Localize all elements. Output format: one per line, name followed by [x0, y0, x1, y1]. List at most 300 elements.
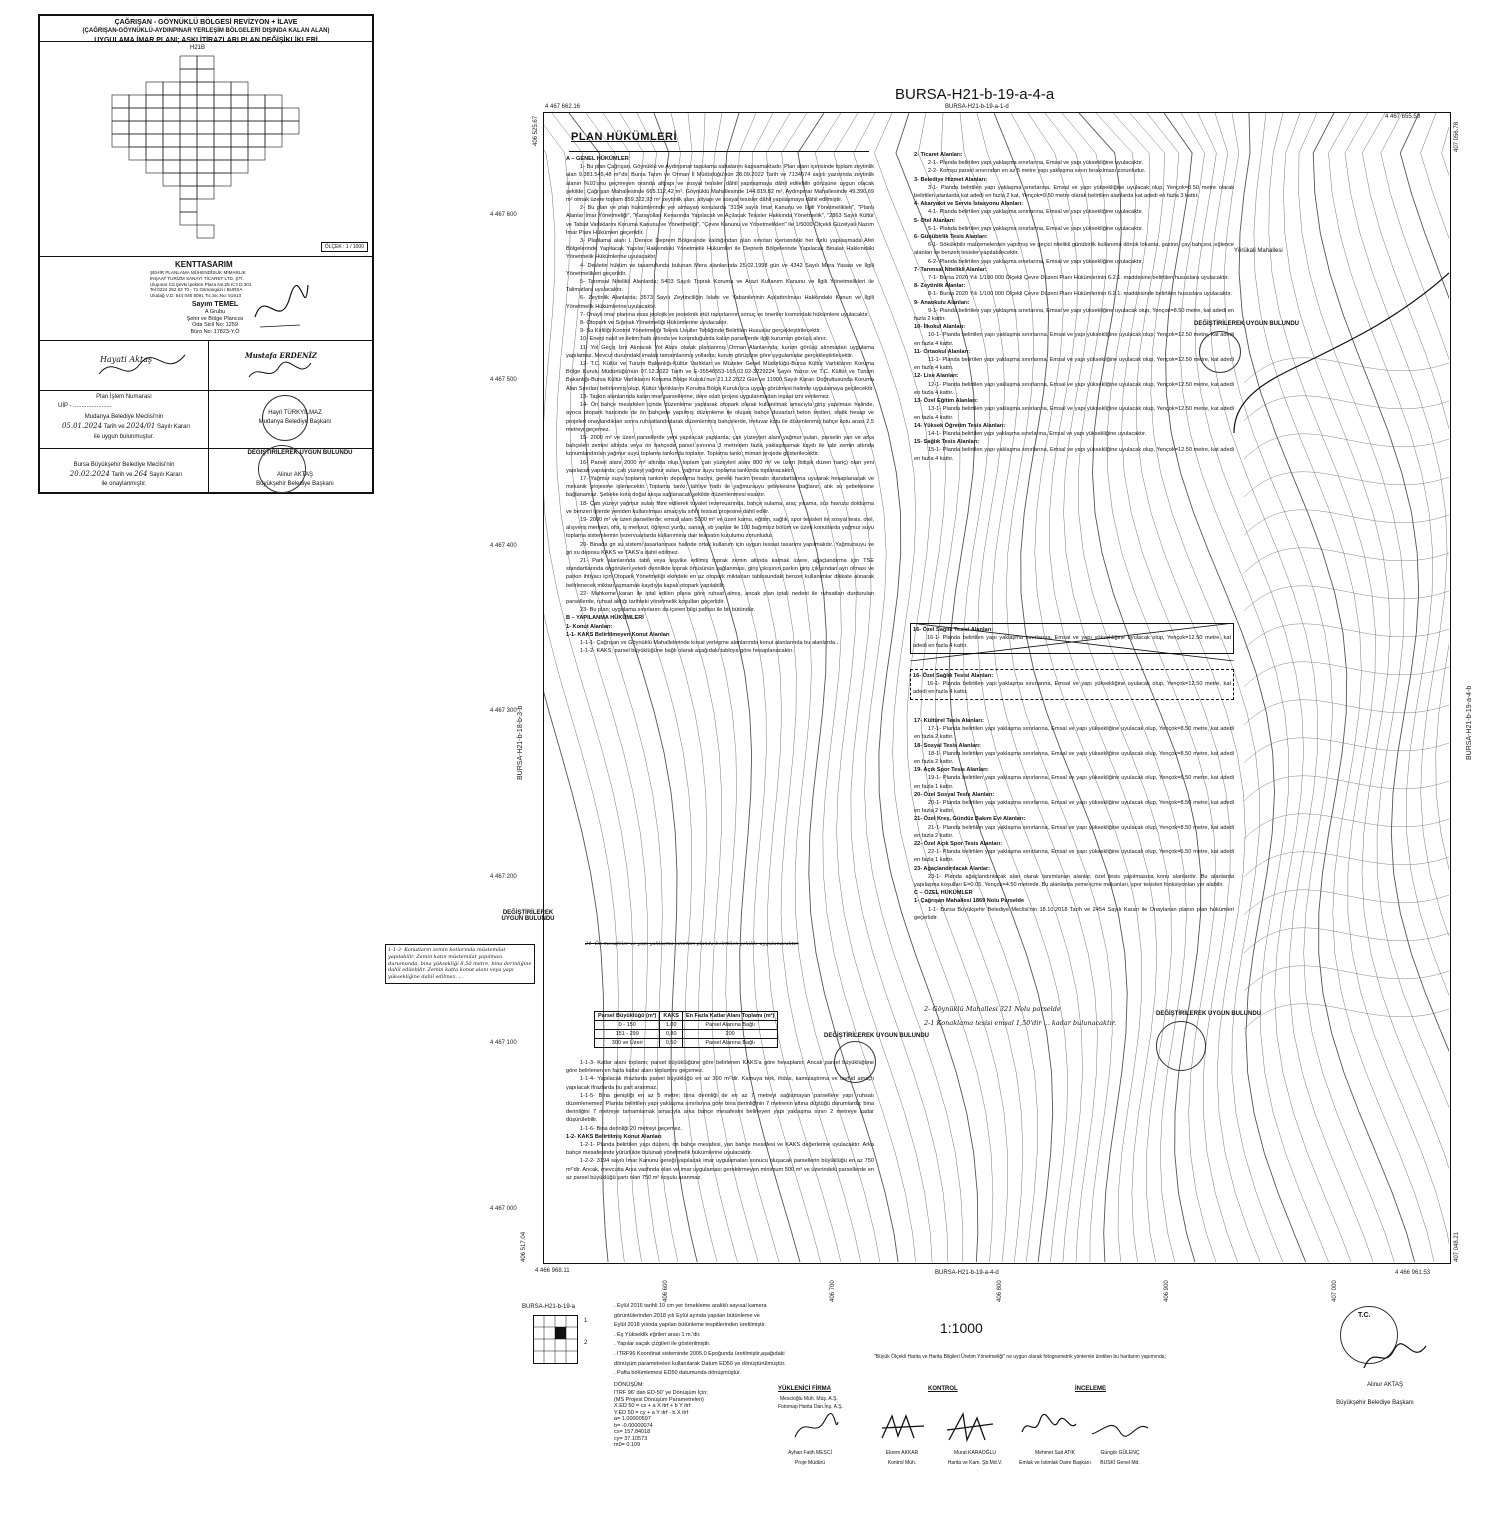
plan-clause — [566, 204, 874, 237]
clause-text: 4- Devletin hüküm ve tasarrufunda bulunan Mera alanlarında 25.02.1998 gün ve 4342 Sayılı Mera Yasası ve İlgili Yönetmelikleri geçerlidir. — [566, 262, 874, 277]
clause-heading: 2- Ticaret Alanları: — [914, 152, 963, 158]
signer-role: Kontrol Müh. — [887, 1460, 917, 1466]
index-cell-box — [197, 82, 214, 95]
clause-heading: 17- Kültürel Tesis Alanları: — [914, 718, 984, 724]
donusum-line: cy= 37.10573 — [614, 1435, 648, 1442]
y-tick: 4 467 500 — [490, 377, 517, 383]
plan-clause — [566, 606, 874, 614]
plan-clause — [566, 1125, 874, 1133]
index-cell-box — [197, 134, 214, 147]
index-cell-box — [112, 121, 129, 134]
sheet-bottom-neighbor: BURSA-H21-b-19-a-4-d — [935, 1270, 999, 1276]
index-map — [40, 42, 372, 257]
plan-clause — [914, 766, 1234, 774]
clause-heading: 1- Çağrışan Mahallesi 1869 Nolu Parselde — [914, 898, 1025, 905]
plan-clause — [914, 405, 1234, 421]
index-cell-box — [146, 121, 163, 134]
plan-clause — [914, 176, 1234, 184]
index-map-label: H21B — [190, 45, 206, 51]
company-line-3: Ulupınar Cd.Şevki İpekten Plaza No:28 K:3 D:301 — [150, 281, 252, 287]
tc-seal-text: T.C. — [1358, 1312, 1371, 1319]
plan-clause — [914, 774, 1234, 790]
plan-clause — [914, 217, 1234, 225]
plan-clause — [914, 840, 1234, 848]
clause-text: 14-1- Planda belirtilen yapı yaklaşma sınırlarına, Emsal ve yapı yüksekliğine uyulacaktır. — [928, 430, 1147, 437]
hand-note-c2: 2-1 Konaklama tesisi emsal 1,50'dir ... kadar bulunacaktır. — [924, 1019, 1117, 1027]
footer-index-grid — [533, 1315, 579, 1365]
contour-line — [1313, 113, 1449, 1262]
clause-text: 10- Enerji nakil ve iletim hattı altında ve korunduğunda kalan parsellerde ilgili kurumun görüşü alınır. — [580, 336, 827, 343]
clause-text: 18- Çatı yüzeyi yağmur suları filtre edilerek tuvalet rezervuarında, bahçe sulama, araç yıkama, süs havuzu doldurma ve benzeri işlerde yeniden kullanılması amacıyla sıhhi tesisat projesine dahil edilir. — [566, 500, 874, 515]
kaks-cell: 200 — [682, 1030, 777, 1039]
clause-text: 19- 2000 m² ve üzeri parsellerde; emsal alanı 5000 m² ve üzeri kamu, eğitim, sağlık, spor tesisleri ile sosyal tesis, otel, alışveriş merkezi, ofis, iş merkezi, öğrenci yurdu, sanayi, vb yapılar ile 100 bağımsız bölüm ve üzeri konutlarda yağmur suyu toplama sistemlerinin rezervuarlarda kullanımına dair tesisatın kurulumu zorunludur. — [566, 516, 874, 540]
contour-line — [1244, 776, 1449, 801]
title-header — [40, 16, 372, 42]
mudanya-sayili-label: Sayılı Kararı — [157, 424, 191, 430]
kaks-table-wrap — [594, 1011, 778, 1048]
contour-line — [1244, 434, 1449, 459]
clause-text: 17- Yağmur suyu toplama tankının depolama hacmi, gerekli hacim hesabı standartlarına uyularak hesaplanacak ve mekanik projesine işlenecektir. Toplama tankı; tahliye hattı ile yağmursuyu şebekesine bağlanır, atık su şebekesine bağlanamaz. Şebeke kotu doğal akışa sağlanacak şekilde düzenlenmesi esastır. — [566, 475, 874, 499]
plan-clause — [914, 258, 1234, 266]
title-line-3: UYGULAMA İMAR PLANI; ASKI İTİRAZLARI PLAN DEĞİŞİKLİKLERİ — [94, 37, 318, 44]
kontrol-label: KONTROL — [928, 1386, 958, 1392]
contour-line — [1284, 113, 1450, 1262]
index-cell-box — [231, 121, 248, 134]
inceleme-label: İNCELEME — [1075, 1386, 1107, 1392]
index-cell-box — [214, 95, 231, 108]
clause-text: 9-1- Planda belirtilen yapı yaklaşma sınırlarına, Emsal ve yapı yüksekliğine uyulacak olup, Yençok=8.50 metre, kat adedi en fazla 2 kattır. — [914, 307, 1234, 323]
index-cell-box — [180, 95, 197, 108]
index-cell-box — [248, 121, 265, 134]
plan-clause — [566, 1092, 874, 1125]
signature-right-mark — [245, 359, 315, 387]
clause-text: 12-1- Planda belirtilen yapı yaklaşma sınırlarına, Emsal ve yapı yüksekliğine uyulacak olup, Yençok=12.50 metre, kat adedi en fazla 4 kattır. — [914, 381, 1234, 396]
company-block — [40, 257, 372, 341]
contour-line — [1362, 113, 1449, 1262]
clause-text: 7-1- Bursa 2020 Yılı 1/100 000 Ölçekli Çevre Düzeni Planı Hükümlerinin 6.2.1. maddesine belirtilen hususlara uyulacaktır. — [928, 275, 1229, 282]
bursa-sayili-label: Sayılı Kararı — [149, 472, 183, 478]
hand-note-left: 1-1-3- Konutların zemin kotlarında müstemilat yapılabilir. Zemin katın müstemilat yapılması durumunda, bina yüksekliği 8,50 metre, bina derinliğine dahil edilebilir. Zemin katta konut alanı veya yapı yüksekliğine dahil edilmez. ... — [385, 944, 535, 984]
bursa-mayor-title: Büyükşehir Belediye Başkanı — [256, 481, 334, 487]
plan-clause — [566, 1157, 874, 1182]
donusum-line: b= -0.00000074 — [614, 1422, 653, 1429]
clause-heading: 11- Ortaokul Alanları: — [914, 348, 971, 355]
donusum-line: X.ED 50 = cx + a X itrf + b Y itrf — [614, 1403, 691, 1410]
footer-index-label: BURSA-H21-b-19-a — [522, 1304, 576, 1310]
index-cell-box — [146, 95, 163, 108]
clause-heading: 1-1- KAKS Belirtilmeyen Konut Alanları — [566, 631, 670, 638]
index-cell-box — [180, 82, 197, 95]
index-cell-box — [146, 108, 163, 121]
plan-clause — [914, 282, 1234, 290]
contour-line — [1244, 738, 1449, 763]
plan-clause — [566, 557, 874, 590]
sheet-top-neighbor: BURSA-H21-b-19-a-1-d — [945, 104, 1009, 110]
clause-text: 1-1-4- Yapılacak ifrazlarda parsel büyüklüğü en az 300 m²'dir. Kamuya terk, ihdas, kamulaştırma ve tevhid amaçlı yapılacak ifrazlarda bu şart aranmaz. — [566, 1076, 874, 1091]
mudanya-mayor-title: Mudanya Belediye Başkanı — [258, 419, 332, 425]
clause-text: 11-1- Planda belirtilen yapı yaklaşma sınırlarına, Emsal ve yapı yüksekliğine uyulacak olup, Yençok=12.50 metre, kat adedi en fazla 4 kattır. — [914, 357, 1234, 372]
planner-signature — [250, 277, 310, 337]
footer-note: . Eş Yükseklik eğrileri arası 1 m.'dir. — [614, 1331, 701, 1338]
clause-text: 1-1- Bursa Büyükşehir Belediye Meclisi'nin 18.10.2018 Tarih ve 2454 Sayılı Kararı ile Onaylanan planın plan hükümleri geçerlidir. — [914, 906, 1234, 921]
index-cell-box — [197, 186, 214, 199]
plan-clause — [566, 311, 874, 319]
x-tick: 406 800 — [997, 1280, 1003, 1302]
index-cell-box — [146, 82, 163, 95]
index-cell-box — [197, 69, 214, 82]
bursa-decision: 264 — [134, 470, 148, 478]
plan-clause — [566, 335, 874, 343]
index-cell-box — [129, 121, 146, 134]
plan-clause — [914, 824, 1234, 840]
bursa-date: 20.02.2024 — [69, 470, 110, 478]
clause-text: 15- 2000 m² ve üzeri parsellerde yeni yapılacak yapılarda; çatı yüzeyleri alanı yağmur suları, parselin yan ve arka bahçeleri zemini altında veya ön bahçede parsel sınırına 3 metreden fazla yaklaşmamak kaydı ile tabi zemin altında konumlandırılan yağmur suyu toplama tankında toplanır. Toplama tankı; mimari projede gösterilecektir. — [566, 434, 874, 458]
plan-clause — [914, 299, 1234, 307]
plan-clause — [566, 623, 874, 631]
kaks-cell: Parsel Alanına Bağlı — [682, 1021, 777, 1030]
index-cell-box — [180, 173, 197, 186]
plan-left-column — [566, 155, 874, 655]
signer-role: Harita ve Kam. Şb.Md.V. — [947, 1460, 1003, 1466]
clause-text: 1-2-1- Planda belirtilen yapı düzeni, ön bahçe mesafesi, yan bahçe mesafesi ve KAKS değerlerine uyulacaktır. Arka bahçe mesafesinde yürürlükte bulunan yönetmelik hükümlerine uyulacaktır. — [566, 1142, 874, 1157]
stamp-text: DEĞİŞTİRİLEREK UYGUN BULUNDU — [824, 1033, 930, 1039]
clause-text: 10-1- Planda belirtilen yapı yaklaşma sınırlarına, Emsal ve yapı yüksekliğine uyulacak olup, Yençok=12.50 metre, kat adedi en fazla 4 kattır. — [914, 332, 1234, 347]
clause-text: 8- Otopark ve Sığınak Yönetmeliği Hükümlerine uyulacaktır. — [580, 320, 728, 327]
signer-name: Ayhan Fatih MESCİ — [788, 1450, 832, 1456]
company-line-5: Uludağ V.D. 544 046 5091 Tic.Sic.No: 51913 — [150, 293, 242, 299]
donusum-line: Y.ED 50 = cy + a Y itrf - b X itrf — [614, 1409, 689, 1416]
plan-clause — [914, 200, 1234, 208]
clause-text: 1-1-1- Çağrışan ve Göynüklü Mahallelerinde kırsal yerleşme alanlarında konut alanlarında bu alanlarda... — [580, 639, 840, 646]
bursa-approval — [40, 449, 372, 494]
index-cell-box — [163, 134, 180, 147]
strike-cross — [910, 623, 1234, 661]
index-cell-box — [197, 160, 214, 173]
clause-text: 2-1- Planda belirtilen yapı yaklaşma sınırlarına, Emsal ve yapı yüksekliğine uyulacaktır. — [928, 160, 1144, 167]
plan-title-rule — [569, 151, 869, 153]
plan-clause — [914, 848, 1234, 864]
yuklenici-2: Fotomap Harita Dan.İnş. A.Ş. — [778, 1404, 844, 1410]
clause-text: 9- Su Kirliliği Kontrol Yönetmeliği Teknik Usuller Tebliğinde Belirtilen Hususlar gerçekleştirilecektir. — [580, 328, 821, 335]
index-cell-box — [197, 225, 214, 238]
plan-clause — [566, 319, 874, 327]
index-cell-box — [248, 108, 265, 121]
kaks-cell: 0 - 150 — [595, 1021, 660, 1030]
plan-clause — [914, 356, 1234, 372]
bursa-council: Bursa Büyükşehir Belediye Meclisi'nin — [73, 462, 175, 468]
plan-clause — [566, 155, 874, 163]
contour-line — [1299, 113, 1449, 1262]
plan-clause — [566, 237, 874, 262]
index-cell-box — [180, 212, 197, 225]
index-cell-box — [146, 147, 163, 160]
index-cell: 2 — [584, 1340, 588, 1346]
clause-text: 18-1- Planda belirtilen yapı yaklaşma sınırlarına, Emsal ve yapı yüksekliğine uyulacak olup, Yençok=8.50 metre, kat adedi en fazla 2 kattır. — [914, 750, 1234, 766]
uip-label: UİP - ....................... — [58, 403, 112, 409]
index-cell-box — [231, 82, 248, 95]
clause-text: 3-1- Planda belirtilen yapı yaklaşma sınırlarına, Emsal ve yapı yüksekliğine uyulacak olup, Yençok=8.50 metre olarak belirtilen alanlarda kat adedi en fazla 2 kat, Yençok=9.50 metre olarak belirtilen alanlarda kat adedi en fazla 3 kattır. — [914, 184, 1234, 200]
plan-clause — [914, 422, 1234, 430]
mudanya-council: Mudanya Belediye Meclisi'nin — [84, 414, 164, 420]
bursa-tarih-label: Tarih ve — [111, 472, 133, 478]
clause-text: 5-1- Planda belirtilen yapı yaklaşma sınırlarına, Emsal ve yapı yüksekliğine uyulacaktır. — [928, 225, 1144, 232]
table-row — [595, 1030, 778, 1039]
clause-text: 20-1- Planda belirtilen yapı yaklaşma sınırlarına, Emsal ve yapı yüksekliğine uyulacak olup, Yençok=8.50 metre, kat adedi en fazla 2 kattır. — [914, 800, 1234, 815]
index-cell-box — [231, 95, 248, 108]
clause-text: 6- Zeytinlik Alanlarda; 3573 Sayılı Zeytinciliğin Islahı ve Yabanilerinin Aşılattırılması Hakkındaki Kanun ve İlgili Yönetmelik Hükümlerine uyulacaktır. — [566, 295, 874, 310]
donusum-label: DÖNÜŞÜM: — [614, 1381, 644, 1388]
index-cell-box — [231, 160, 248, 173]
corner-top-left: 4 467 662.16 — [545, 104, 581, 110]
corner-x-top-left: 406 525.67 — [533, 115, 539, 146]
clause-heading: C – ÖZEL HÜKÜMLER — [914, 890, 973, 897]
planner-reg-1: Oda Sicil No: 1259 — [192, 322, 238, 329]
clause-heading: 19- Açık Spor Tesis Alanları: — [914, 767, 989, 774]
company-details — [150, 270, 251, 299]
plan-clause — [914, 241, 1234, 257]
mudanya-decision-line — [46, 422, 206, 431]
clause-heading: 9- Anaokulu Alanları: — [914, 299, 970, 306]
mudanya-mayor-name: Hayri TÜRKYILMAZ — [268, 410, 322, 416]
signatures-row — [40, 341, 372, 391]
title-block-stamp: DEĞİŞTİRİLEREK UYGUN BULUNDU — [247, 450, 353, 456]
index-cell-box — [163, 95, 180, 108]
plan-clause — [913, 672, 1231, 680]
planner-stamp — [170, 302, 260, 336]
index-cell-box — [163, 82, 180, 95]
company-line-1: ŞEHİR PLANLAMA MÜHENDİSLİK MİMARLIK — [150, 270, 246, 275]
index-cell-box — [180, 199, 197, 212]
index-cell-box — [180, 134, 197, 147]
index-cell-box — [163, 147, 180, 160]
plan-clause — [914, 307, 1234, 323]
y-tick: 4 467 300 — [490, 708, 517, 714]
kaks-th: KAKS — [660, 1012, 683, 1021]
plan-clause — [914, 372, 1234, 380]
clause-heading: 20- Özel Sosyal Tesis Alanları: — [914, 791, 995, 798]
signature-right: Mustafa ERDENİZ — [245, 351, 317, 360]
corner-bottom-left: 4 466 968.11 — [535, 1268, 570, 1274]
plan-clause — [913, 680, 1231, 696]
clause-heading: 18- Sosyal Tesis Alanları: — [914, 742, 981, 749]
plan-clause — [566, 344, 874, 360]
title-line-1: ÇAĞRIŞAN - GÖYNÜKLÜ BÖLGESİ REVİZYON + İLAVE — [114, 19, 298, 26]
index-cell-box — [146, 134, 163, 147]
clause-heading: 12- Lise Alanları: — [914, 373, 959, 380]
clause-heading: 1-2- KAKS Belirtilmiş Konut Alanları — [566, 1133, 662, 1140]
donusum-line: m0= 0.109 — [614, 1442, 641, 1449]
kaks-th: En Fazla Katlar Alanı Toplamı (m²) — [682, 1012, 777, 1021]
clause-text: 21- Park alanlarında tabii veya teşvike edilmiş toprak zemin altında kalmak üzere, ağaçlandırma için TSE standartlarında öngörülen yeterli derinlikte toprak örtüsünün sağlanması, giriş çıkışının parkın giriş çıkışından ayrı olması ve parkın ihtiyacı için Otopark Yönetmeliği ekindeki en az otopark miktarları tablosundaki benzer kullanımlar dikkate alınarak belirlenecek miktarı aşmamak kaydıyla kapalı otopark yapılabilir. — [566, 557, 874, 589]
index-cell-box — [146, 160, 163, 173]
contour-line — [1244, 890, 1449, 915]
plan-clause — [566, 500, 874, 516]
footer-note: . ITRF96 Koordinat sisteminde 2005.0 Epoğunda üretilmiştir,aşağıdaki — [614, 1350, 785, 1357]
clause-text: 16-1- Planda belirtilen yapı yaklaşma sınırlarına, Emsal ve yapı yüksekliğine uyulacak olup, Yençok=12.50 metre, kat adedi en fazla 4 kattır. — [913, 681, 1231, 696]
plan-clause — [914, 167, 1234, 175]
plan-clause — [914, 873, 1234, 889]
clause-heading: B – YAPILANMA HÜKÜMLERİ — [566, 615, 644, 622]
plan-clause — [566, 327, 874, 335]
plan-clause — [566, 516, 874, 541]
kaks-cell: 151 - 299 — [595, 1030, 660, 1039]
plan-clause — [566, 163, 874, 204]
index-cell-box — [197, 56, 214, 69]
index-cell-box — [180, 160, 197, 173]
index-cell-box — [197, 108, 214, 121]
corner-top-right: 4 467 655.58 — [1385, 114, 1421, 120]
contour-line — [1442, 113, 1449, 1262]
corner-x-bottom-left: 406 517.04 — [521, 1231, 527, 1262]
clause-text: 20- Binada gri su sistemi tasarlanması halinde ortak kullanım için uygun tesisat tasarımı yapılmalıdır. Yağmursuyu ve gri su deposu KAKS ve TAKS'a dahil edilmez. — [566, 541, 874, 556]
contour-line — [1244, 1004, 1449, 1029]
footer-scale: 1:1000 — [940, 1320, 983, 1336]
plan-clause — [566, 631, 874, 639]
plan-clause — [914, 889, 1234, 897]
plan-clause — [566, 541, 874, 557]
clause-text: 23- Bu plan; uygulama sınırlarını da içeren bilgi paftası ile bir bütündür. — [580, 607, 756, 614]
y-tick: 4 467 000 — [490, 1206, 517, 1212]
clause-text: 1-1-3- Katlar alanı toplamı; parsel büyüklüğüne göre belirlenen KAKS'a göre hesaplanır. Ancak parsel büyüklüğüne göre belirlenen en fazla katlar alanı toplamını geçemez. — [566, 1060, 874, 1075]
index-grid — [110, 54, 310, 244]
index-cell-box — [180, 108, 197, 121]
index-cell-box — [248, 134, 265, 147]
clause-text: 1-1-6- Bina derinliği 20 metreyi geçemez. — [580, 1125, 682, 1132]
index-cell-box — [197, 173, 214, 186]
contour-line — [1244, 814, 1449, 839]
plan-clause — [566, 262, 874, 278]
contour-line — [1244, 358, 1449, 383]
footer-note: . Eylül 2016 tarihli 10 cm yer örnekleme aralıklı sayısal kamera — [614, 1303, 767, 1309]
clause-text: 22-1- Planda belirtilen yapı yaklaşma sınırlarına, Emsal ve yapı yüksekliğine uyulacak olup, Yençok=6.50 metre, kat adedi en fazla 1 kattır. — [914, 849, 1234, 864]
clause-heading: 13- Özel Eğitim Alanları: — [914, 398, 978, 405]
index-cell-box — [214, 82, 231, 95]
corner-bottom-right: 4 466 961.53 — [1395, 1270, 1431, 1276]
clause-heading: 1- Konut Alanları: — [566, 623, 613, 630]
index-cell-box — [112, 134, 129, 147]
mahalle-label: Yörükali Mahallesi — [1234, 248, 1283, 254]
index-cell-box — [197, 95, 214, 108]
footer-note: görüntülerinden,2018 yılı Eylül ayında yapılan bütünleme ve — [614, 1312, 760, 1319]
clause-text: 1- Bu plan Çağrışan, Göynüklü ve Aydınpınar tapulama sahalarını kapsamaktadır. Plan alanı içerisinde toplam zeytinlik alan 9.381.545,48 m²'dir. Bursa Tarım ve Orman İl Müdürlüğü'nün 28.09.2022 Tarih ve 7134674 sayılı yazısında zeytinlik alanın %10'unu geçmeyen oranda altyapı ve sosyal tesisler dâhil yapılaşmaya dâhil edilebilir görüşüne uygun olacak şekilde; Çağrışan Mahallesinde 665.112,42 m², Göynüklü Mahallesinde 144.819,82 m², Aydınpınar Mahallesinde 49.390,69 m² olmak üzere toplam 859.322,93 m² zeytinlik alan, altyapı ve sosyal tesisler dâhil yapılaşmaya dâhil edilmiştir. — [566, 164, 874, 204]
table-row — [595, 1039, 778, 1048]
plan-clause — [914, 725, 1234, 741]
stamp-seal — [834, 1041, 876, 1083]
index-cell-box — [265, 95, 282, 108]
index-cell-box — [248, 95, 265, 108]
index-cell-box — [265, 121, 282, 134]
plan-clause — [566, 393, 874, 401]
index-cell-box — [197, 121, 214, 134]
plan-clause — [566, 639, 874, 647]
mudanya-date: 05.01.2024 — [61, 422, 103, 430]
plan-clause — [566, 278, 874, 294]
corner-x-top-right: 407 056.78 — [1454, 121, 1460, 152]
signer-role: BUSKİ Genel Md. — [1100, 1460, 1140, 1466]
plan-clause — [566, 459, 874, 475]
clause-text: 22- Mahkeme kararı ile iptal edilen plana göre ruhsat almış, ancak plan iptali nedeni ile ruhsatları durdurulan parsellerde, ruhsat aldığı tarihteki yönetmelik koşulları geçerlidir. — [566, 590, 874, 605]
mudanya-approval — [40, 391, 372, 449]
kaks-cell: 0,80 — [660, 1030, 683, 1039]
plan-clause — [566, 294, 874, 310]
plan-clause — [566, 1133, 874, 1141]
plan-clause — [914, 897, 1234, 905]
clause-text: 15-1- Planda belirtilen yapı yaklaşma sınırlarına, Emsal ve yapı yüksekliğine uyulacak olup, Yençok=12.50 metre, kat adedi en fazla 4 kattır. — [914, 447, 1234, 462]
title-line-2: (ÇAĞRIŞAN-GÖYNÜKLÜ-AYDINPINAR YERLEŞİM BÖLGELERİ DIŞINDA KALAN ALAN) — [82, 28, 330, 34]
clause-text: 14- Ön bahçe mesafeleri içinde düzenleme yapılarak otopark olarak kullanılmak amacıyla giriş yapılması halinde, ayrıca otopark haricinde de ön bahçede yapılmış düzenleme ile oluşan bahçe duvarları beton testleri, statik hesap ve projeleri onaylandıktan sonra ruhsatlandırılarak düzenlenmiş bahçelerde, tretuvar kotu ile düzenlenmiş bahçe kotu arası 2,5 metreyi geçemez. — [566, 402, 874, 433]
plan-clause — [914, 717, 1234, 725]
plan-clause — [566, 401, 874, 434]
clause-text: 8-1- Bursa 2020 Yılı 1/100 000 Ölçekli Çevre Düzeni Planı Hükümlerinin 6.2.1. maddesinde belirtilen hususlara uyulacaktır. — [928, 291, 1232, 298]
stamp-seal — [1156, 1021, 1206, 1071]
index-cell-box — [214, 121, 231, 134]
donusum-line: a= 1.00000597 — [614, 1416, 651, 1423]
index-cell-box — [129, 108, 146, 121]
index-cell-box — [129, 147, 146, 160]
index-cell-box — [180, 69, 197, 82]
clause-text: 6-2- Planda belirtilen yapı yaklaşma sınırlarına, Emsal ve yapı yüksekliğine uyulacaktır. — [928, 258, 1144, 265]
x-tick: 406 600 — [663, 1280, 669, 1302]
plan-clause — [566, 434, 874, 459]
planner-reg-2: Büro No: 17823-Y.Ö — [190, 329, 240, 336]
index-cell-box — [197, 147, 214, 160]
side-stamp-text: DEĞİŞTİRİLEREK UYGUN BULUNDU — [501, 910, 555, 922]
clause-heading: 8- Zeytinlik Alanlar: — [914, 283, 966, 290]
yuklenici-label: YÜKLENİCİ FİRMA — [778, 1386, 831, 1392]
signer-signature — [1018, 1412, 1078, 1442]
mudanya-suffix: ile uygun bulunmuştur. — [93, 434, 155, 440]
clause-text: 6-1- Sökülebilir malzemelerden yapılmış ve geçici nitelikli günübirlik kullanıma dönük lokanta, gazino, çay bahçesi, eğlence alanları ve benzeri tesisler yapılabilecektir. — [914, 242, 1234, 257]
signer-signature — [945, 1410, 995, 1444]
index-cell-box — [282, 121, 299, 134]
signer-signature — [790, 1412, 840, 1442]
clause-text: 13-1- Planda belirtilen yapı yaklaşma sınırlarına, Emsal ve yapı yüksekliğine uyulacak olup, Yençok=12.50 metre, kat adedi en fazla 4 kattır. — [914, 406, 1234, 421]
strike-note-left: 24- Ön mesafeler ve yapı yaklaşma sınırları planda belirtilen şekilde uygulanacaktır. — [585, 941, 799, 947]
plan-clause — [566, 1141, 874, 1157]
plan-clause — [566, 647, 874, 655]
clause-heading: 21- Özel Kreş, Gündüz Bakım Evi Alanları: — [914, 816, 1026, 823]
clause-heading: 4- Akaryakıt ve Servis İstasyonu Alanları: — [914, 201, 1024, 208]
plan-clause — [914, 799, 1234, 815]
mayor-title: Büyükşehir Belediye Başkanı — [1336, 1400, 1414, 1406]
clause-heading: 7- Tarımsal Nitelikli Alanlar: — [914, 266, 987, 273]
index-cell-box — [180, 147, 197, 160]
index-cell-box — [129, 134, 146, 147]
clause-heading: 16- Özel Sağlık Tesisi Alanları: — [913, 627, 994, 633]
contour-line — [1254, 113, 1437, 1262]
plan-clause — [914, 446, 1234, 462]
sheet-right-neighbor: BURSA-H21-b-19-a-4-b — [1466, 685, 1473, 760]
index-cell-box — [231, 147, 248, 160]
index-cell-box — [112, 108, 129, 121]
bursa-divider — [208, 449, 209, 494]
clause-text: 12- T.C. Kültür ve Turizm Bakanlığı-Kültür Varlıkları ve Müzeler Genel Müdürlüğü-Bursa Kültür Varlıklarını Koruma Bölge Kurulu Müdürlüğü'nün 07.12.2022 Tarih ve E-35546553-165.02.02-3229224 Sayılı Yazısı ve T.C. Kültür ve Turizm Bakanlığı-Bursa Kültür Varlıklarını Koruma Bölge Kurulu'nun 21.12.2022 Gün ve 11900 Sayılı Kararı Doğrultusunda Koruma Alan Sınırları belirlenmiş olup, Kültür Varlıklarını Koruma Bölge Kurulu'nca uygun görülmesi halinde uygulamaya geçilecektir. — [566, 361, 874, 392]
donusum-line: (MS Projesi Dönüşüm Parametreleri) — [614, 1396, 704, 1403]
plan-clause — [566, 1075, 874, 1091]
index-cell-box — [265, 108, 282, 121]
yuklenici-1: Mescioğlu Müh. Müş. A.Ş. — [780, 1396, 838, 1402]
plan-clause — [914, 151, 1234, 159]
clause-heading: A – GENEL HÜKÜMLER — [566, 156, 629, 162]
plan-clause — [914, 323, 1234, 331]
clause-text: 21-1- Planda belirtilen yapı yaklaşma sınırlarına, Emsal ve yapı yüksekliğine uyulacak olup, Yençok=8.50 metre, kat adedi en fazla 2 kattır. — [914, 824, 1234, 839]
plan-clause — [914, 266, 1234, 274]
stamp-text: DEĞİŞTİRİLEREK UYGUN BULUNDU — [1194, 321, 1300, 327]
sheet-left-neighbor: BURSA-H21-b-18-b-3-b — [517, 705, 524, 780]
contour-line — [1244, 852, 1449, 877]
clause-heading: 10- İlkokul Alanları: — [914, 324, 966, 331]
clause-text: 1-2-2- 3194 sayılı İmar Kanunu gereği yapılacak imar uygulamaları sonucu oluşacak parsellerin büyüklüğü en az 750 m²'dir. Ancak, mevcutta Arsa vasfında olan ve imar uygulaması gerektirmeyen minimum 500 m² ve üzerindeki parsellerde en az parsel büyüklüğü şartı olan 750 m² koşulu aranmaz. — [566, 1158, 874, 1181]
